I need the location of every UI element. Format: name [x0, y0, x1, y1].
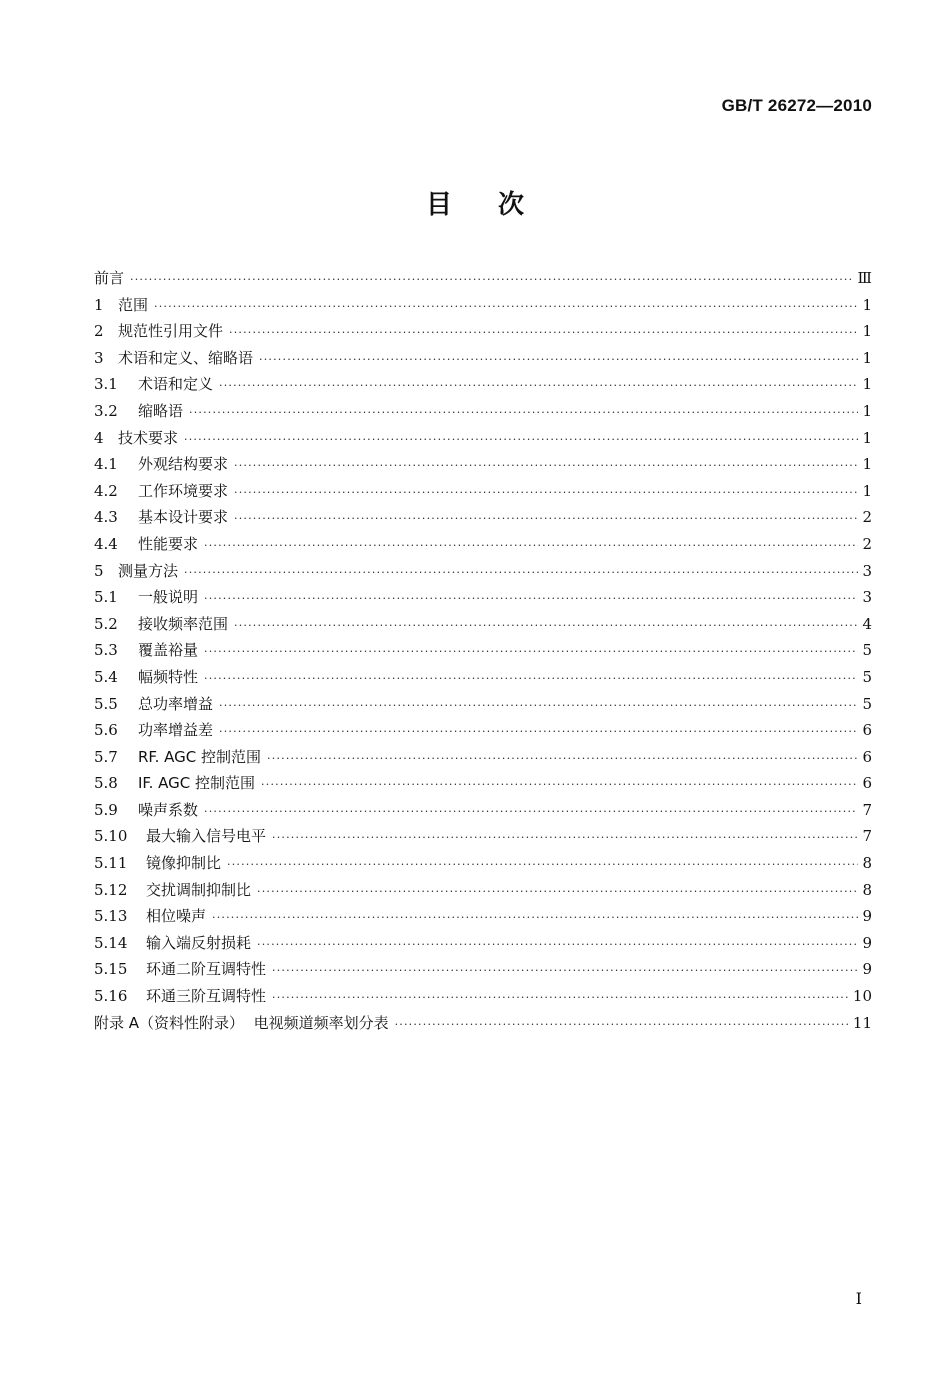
- toc-entry[interactable]: [94, 345, 872, 372]
- toc-entry[interactable]: [94, 292, 872, 319]
- toc-leader-dots: [234, 453, 858, 480]
- toc-entry[interactable]: [94, 558, 872, 585]
- toc-leader-dots: [272, 958, 858, 985]
- toc-entry-number: 3.2: [94, 401, 118, 420]
- toc-leader-dots: [184, 560, 858, 587]
- toc-entry-page: 4: [862, 614, 872, 633]
- toc-entry-label: 性能要求: [138, 534, 199, 553]
- toc-entry[interactable]: [94, 717, 872, 744]
- toc-entry-label: 幅频特性: [138, 667, 199, 686]
- toc-leader-dots: [395, 1012, 849, 1039]
- toc-entry-number: 1: [94, 295, 104, 314]
- toc-entry-page: 1: [862, 348, 872, 367]
- toc-entry-label: 一般说明: [138, 588, 199, 607]
- toc-entry-number: 5.15: [94, 960, 128, 979]
- toc-entry-label: 交扰调制抑制比: [146, 880, 252, 899]
- toc-leader-dots: [272, 825, 858, 852]
- toc-entry-number: 5.13: [94, 907, 128, 926]
- toc-entry-label: 规范性引用文件: [118, 322, 224, 341]
- toc-entry-page: 9: [862, 907, 872, 926]
- toc-entry[interactable]: [94, 744, 872, 771]
- toc-leader-dots: [204, 639, 858, 666]
- toc-entry[interactable]: [94, 478, 872, 505]
- toc-entry-number: 5.9: [94, 800, 118, 819]
- toc-entry[interactable]: [94, 531, 872, 558]
- toc-entry-label: 前言: [94, 269, 125, 287]
- toc-entry-label: 缩略语: [138, 401, 184, 420]
- toc-entry[interactable]: [94, 770, 872, 797]
- toc-entry-label: 环通三阶互调特性: [146, 987, 267, 1006]
- toc-entry-page: 2: [862, 508, 872, 527]
- toc-entry-number: 5.6: [94, 721, 118, 740]
- toc-entry-page: 7: [862, 827, 872, 846]
- toc-entry-label: 基本设计要求: [138, 508, 229, 527]
- toc-entry-label: IF. AGC 控制范围: [138, 774, 256, 793]
- toc-entry[interactable]: [94, 691, 872, 718]
- toc-entry[interactable]: [94, 584, 872, 611]
- toc-entry-number: 3.1: [94, 375, 118, 394]
- toc-entry-label: 附录 A（资料性附录） 电视频道频率划分表: [94, 1013, 389, 1032]
- toc-entry-page: 6: [862, 747, 872, 766]
- toc-leader-dots: [204, 533, 858, 560]
- toc-entry-number: 5.8: [94, 774, 118, 793]
- toc-entry[interactable]: [94, 797, 872, 824]
- table-of-contents: [94, 265, 872, 1036]
- toc-entry-page: 9: [862, 933, 872, 952]
- toc-leader-dots: [267, 746, 858, 773]
- toc-entry-page: Ⅲ: [857, 269, 872, 287]
- toc-entry-number: 5.14: [94, 933, 128, 952]
- toc-leader-dots: [130, 267, 854, 294]
- toc-entry-label: 输入端反射损耗: [146, 933, 252, 952]
- toc-entry-label: 测量方法: [118, 561, 179, 580]
- toc-leader-dots: [204, 666, 858, 693]
- toc-entry-label: RF. AGC 控制范围: [138, 747, 262, 766]
- toc-entry-label: 接收频率范围: [138, 614, 229, 633]
- toc-entry-label: 外观结构要求: [138, 455, 229, 474]
- toc-entry-page: 11: [852, 1013, 872, 1032]
- toc-entry-number: 5.3: [94, 641, 118, 660]
- toc-leader-dots: [227, 852, 858, 879]
- toc-entry-number: 4.4: [94, 534, 118, 553]
- toc-entry-page: 3: [862, 588, 872, 607]
- toc-entry-page: 8: [862, 880, 872, 899]
- toc-leader-dots: [229, 320, 858, 347]
- toc-entry-page: 2: [862, 534, 872, 553]
- toc-leader-dots: [234, 613, 858, 640]
- page-title: 目次: [425, 190, 570, 220]
- toc-entry[interactable]: [94, 903, 872, 930]
- toc-leader-dots: [204, 799, 858, 826]
- toc-leader-dots: [184, 427, 858, 454]
- toc-entry-page: 10: [852, 987, 872, 1006]
- toc-entry-number: 5.11: [94, 854, 128, 873]
- toc-leader-dots: [259, 347, 858, 374]
- toc-entry-page: 7: [862, 800, 872, 819]
- toc-entry-label: 术语和定义、缩略语: [118, 348, 254, 367]
- toc-entry-label: 术语和定义: [138, 375, 214, 394]
- toc-entry-number: 4: [94, 428, 104, 447]
- toc-entry[interactable]: [94, 850, 872, 877]
- toc-leader-dots: [189, 400, 858, 427]
- toc-leader-dots: [272, 985, 849, 1012]
- toc-entry-number: 5.10: [94, 827, 128, 846]
- toc-entry-label: 技术要求: [118, 428, 179, 447]
- toc-entry-number: 2: [94, 322, 104, 341]
- toc-entry[interactable]: [94, 823, 872, 850]
- toc-leader-dots: [234, 480, 858, 507]
- toc-entry-label: 总功率增益: [138, 694, 214, 713]
- toc-entry[interactable]: [94, 318, 872, 345]
- toc-entry-page: 5: [862, 641, 872, 660]
- toc-entry[interactable]: [94, 425, 872, 452]
- toc-entry-number: 3: [94, 348, 104, 367]
- toc-entry[interactable]: [94, 451, 872, 478]
- toc-entry-label: 覆盖裕量: [138, 641, 199, 660]
- toc-leader-dots: [212, 905, 858, 932]
- toc-entry[interactable]: [94, 265, 872, 292]
- toc-leader-dots: [257, 879, 858, 906]
- toc-entry-page: 8: [862, 854, 872, 873]
- toc-leader-dots: [219, 719, 858, 746]
- toc-leader-dots: [219, 373, 858, 400]
- toc-entry-label: 最大输入信号电平: [146, 827, 267, 846]
- toc-entry-page: 1: [862, 295, 872, 314]
- toc-entry-page: 1: [862, 401, 872, 420]
- toc-entry[interactable]: [94, 504, 872, 531]
- toc-entry-number: 5.7: [94, 747, 118, 766]
- toc-leader-dots: [257, 932, 858, 959]
- toc-entry-page: 1: [862, 481, 872, 500]
- toc-entry-number: 4.3: [94, 508, 118, 527]
- page-number: I: [855, 1289, 862, 1308]
- toc-entry[interactable]: [94, 877, 872, 904]
- toc-entry-number: 5: [94, 561, 104, 580]
- toc-entry-number: 4.2: [94, 481, 118, 500]
- toc-entry-label: 范围: [118, 295, 149, 314]
- toc-entry-number: 4.1: [94, 455, 118, 474]
- toc-entry-page: 1: [862, 455, 872, 474]
- toc-entry-number: 5.12: [94, 880, 128, 899]
- toc-entry-number: 5.16: [94, 987, 128, 1006]
- toc-entry[interactable]: [94, 930, 872, 957]
- toc-entry-number: 5.4: [94, 667, 118, 686]
- toc-entry[interactable]: [94, 983, 872, 1010]
- toc-entry-number: 5.5: [94, 694, 118, 713]
- toc-leader-dots: [204, 586, 858, 613]
- toc-entry-page: 1: [862, 375, 872, 394]
- standard-number: GB/T 26272—2010: [721, 96, 872, 115]
- toc-entry[interactable]: [94, 611, 872, 638]
- toc-entry-page: 1: [862, 322, 872, 341]
- toc-entry[interactable]: [94, 637, 872, 664]
- toc-entry-page: 1: [862, 428, 872, 447]
- toc-entry-number: 5.2: [94, 614, 118, 633]
- toc-entry[interactable]: [94, 398, 872, 425]
- toc-leader-dots: [219, 693, 858, 720]
- toc-leader-dots: [261, 772, 858, 799]
- toc-entry-page: 9: [862, 960, 872, 979]
- toc-entry-label: 工作环境要求: [138, 481, 229, 500]
- toc-leader-dots: [154, 294, 858, 321]
- toc-entry-label: 镜像抑制比: [146, 854, 222, 873]
- toc-entry-page: 6: [862, 774, 872, 793]
- toc-entry[interactable]: [94, 1010, 872, 1037]
- toc-entry-label: 噪声系数: [138, 800, 199, 819]
- toc-entry[interactable]: [94, 956, 872, 983]
- toc-entry-label: 功率增益差: [138, 721, 214, 740]
- toc-entry-number: 5.1: [94, 588, 118, 607]
- toc-entry-page: 5: [862, 667, 872, 686]
- toc-entry-page: 5: [862, 694, 872, 713]
- toc-entry-label: 环通二阶互调特性: [146, 960, 267, 979]
- toc-entry[interactable]: [94, 664, 872, 691]
- toc-entry[interactable]: [94, 371, 872, 398]
- toc-entry-label: 相位噪声: [146, 907, 207, 926]
- toc-entry-page: 6: [862, 721, 872, 740]
- toc-leader-dots: [234, 506, 858, 533]
- toc-entry-page: 3: [862, 561, 872, 580]
